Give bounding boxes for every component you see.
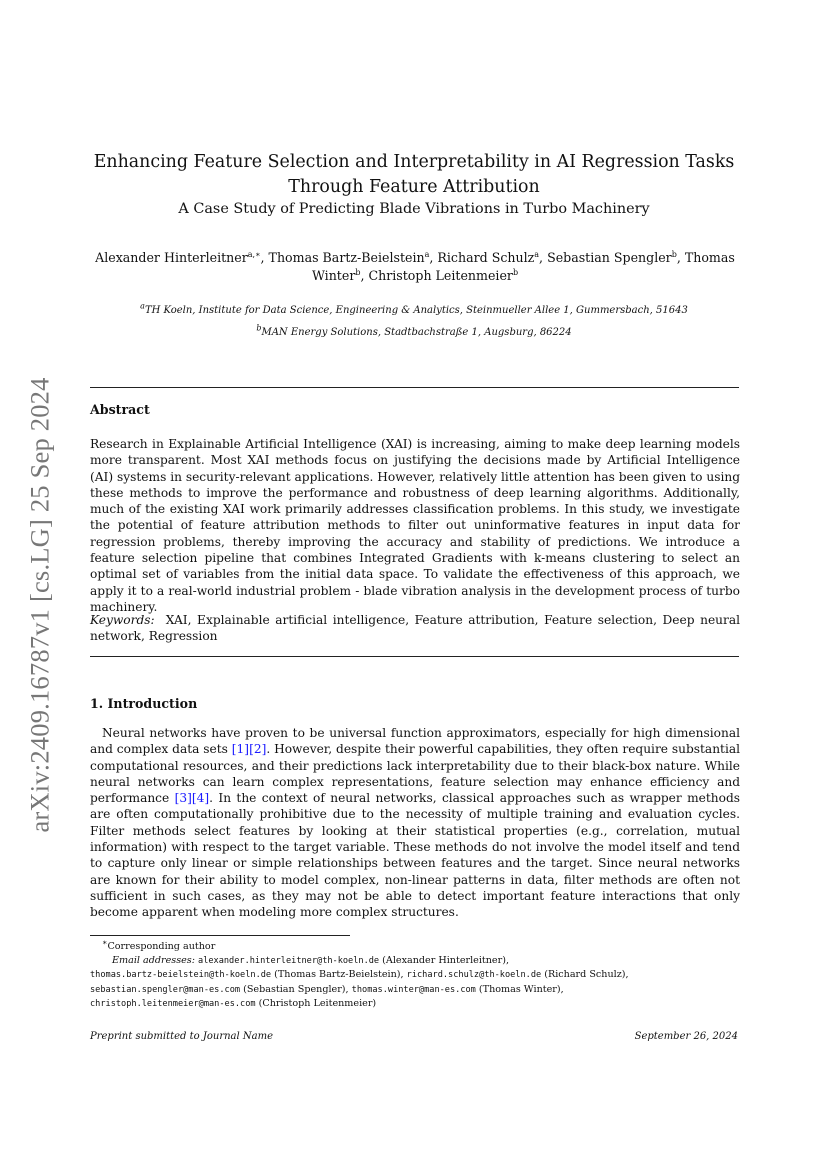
intro-paragraph: Neural networks have proven to be universal function approximators, especially for high dimensional and complex data sets [1][2]. However, despite their powerful capabilities, they often require substantial computational resources, and their predictions lack interpretability due to their black-box nature. While neural networks can learn complex representations, feature selection may enhance efficiency and performance [3][4]. In the context of neural networks, classical approaches such as wrapper methods are often computationally prohibitive due to the necessity of multiple training and evaluation cycles. Filter methods select features by looking at their statistical properties (e.g., correlation, mutual information) with respect to the target variable. These methods do not involve the model itself and tend to capture only linear or simple relationships between features and the target. Since neural networks are known for their ability to model complex, non-linear patterns in data, filter methods are often not sufficient in such cases, as they may not be able to detect important feature interactions that only become apparent when modeling more complex structures.: [90, 726, 740, 920]
email-address: richard.schulz@th-koeln.de: [406, 970, 542, 981]
author: Christoph Leitenmeier: [368, 268, 513, 283]
abstract-heading: Abstract: [90, 402, 150, 417]
author: Sebastian Spengler: [547, 250, 672, 265]
paper-subtitle: A Case Study of Predicting Blade Vibrations in Turbo Machinery: [178, 201, 650, 217]
citation-link[interactable]: [4]: [191, 791, 210, 806]
citation-link[interactable]: [1]: [231, 742, 250, 757]
author: Richard Schulz: [437, 250, 535, 265]
affiliation-b: $^b$MAN Energy Solutions, Stadtbachstraße 1, Augsburg, 86224: [256, 323, 572, 338]
email-address: alexander.hinterleitner@th-koeln.de: [198, 955, 380, 966]
arxiv-stamp: arXiv:2409.16787v1 [cs.LG] 25 Sep 2024: [24, 377, 55, 833]
footnote-rule: [90, 935, 350, 936]
paper-title: Enhancing Feature Selection and Interpretability in AI Regression Tasks Through Feature Attribution: [93, 152, 735, 197]
citation-link[interactable]: [2]: [249, 742, 267, 757]
email-address: thomas.bartz-beielstein@th-koeln.de: [90, 970, 272, 981]
email-address: sebastian.spengler@man-es.com: [90, 984, 241, 995]
author: Alexander Hinterleitner: [95, 250, 248, 265]
title-block: [0, 150, 828, 218]
author: Thomas Winter: [311, 250, 735, 283]
footer-left: Preprint submitted to Journal Name: [90, 1031, 273, 1042]
divider: [90, 656, 739, 657]
abstract-text: Research in Explainable Artificial Intelligence (XAI) is increasing, aiming to make deep learning models more transparent. Most XAI methods focus on justifying the decisions made by Artificial Intelligence (AI) systems in security-relevant applications. However, relatively little attention has been given to using these methods to improve the performance and robustness of deep learning algorithms. Additionally, much of the existing XAI work primarily addresses classification problems. In this study, we investigate the potential of feature attribution methods to filter out uninformative features in input data for regression problems, thereby improving the accuracy and stability of predictions. We introduce a feature selection pipeline that combines Integrated Gradients with k-means clustering to select an optimal set of variables from the initial data space. To validate the effectiveness of this approach, we apply it to a real-world industrial problem - blade vibration analysis in the development process of turbo machinery.: [90, 437, 740, 614]
email-address: christoph.leitenmeier@man-es.com: [90, 999, 256, 1010]
section-heading: 1. Introduction: [90, 696, 198, 711]
email-address: thomas.winter@man-es.com: [351, 984, 476, 995]
affiliation-a: $^a$TH Koeln, Institute for Data Science, Engineering & Analytics, Steinmueller Allee 1, Gummersbach, 51643: [140, 301, 688, 316]
footnote: ∗Corresponding author Email addresses: alexander.hinterleitner@th-koeln.de (Alexander Hinterleitner), thomas.bartz-beielstein@th-koeln.de (Thomas Bartz-Beielstein), richard.schulz@th-koeln.de (Richard Schulz), sebastian.spengler@man-es.com (Sebastian Spengler), thomas.winter@man-es.com (Thomas Winter), christoph.leitenmeier@man-es.com (Christoph Leitenmeier): [90, 937, 629, 1010]
divider: [90, 387, 739, 388]
footer-right: September 26, 2024: [634, 1031, 738, 1042]
citation-link[interactable]: [3]: [174, 791, 192, 806]
author-list: Alexander Hinterleitner$^{a,∗}$, Thomas Bartz-Beielstein$^a$, Richard Schulz$^a$, Sebastian Spengler$^b$, Thomas Winter$^b$, Christoph Leitenmeier$^b$: [95, 249, 735, 283]
keywords: Keywords: XAI, Explainable artificial intelligence, Feature attribution, Feature selection, Deep neural network, Regression: [90, 613, 740, 644]
author: Thomas Bartz-Beielstein: [268, 250, 425, 265]
